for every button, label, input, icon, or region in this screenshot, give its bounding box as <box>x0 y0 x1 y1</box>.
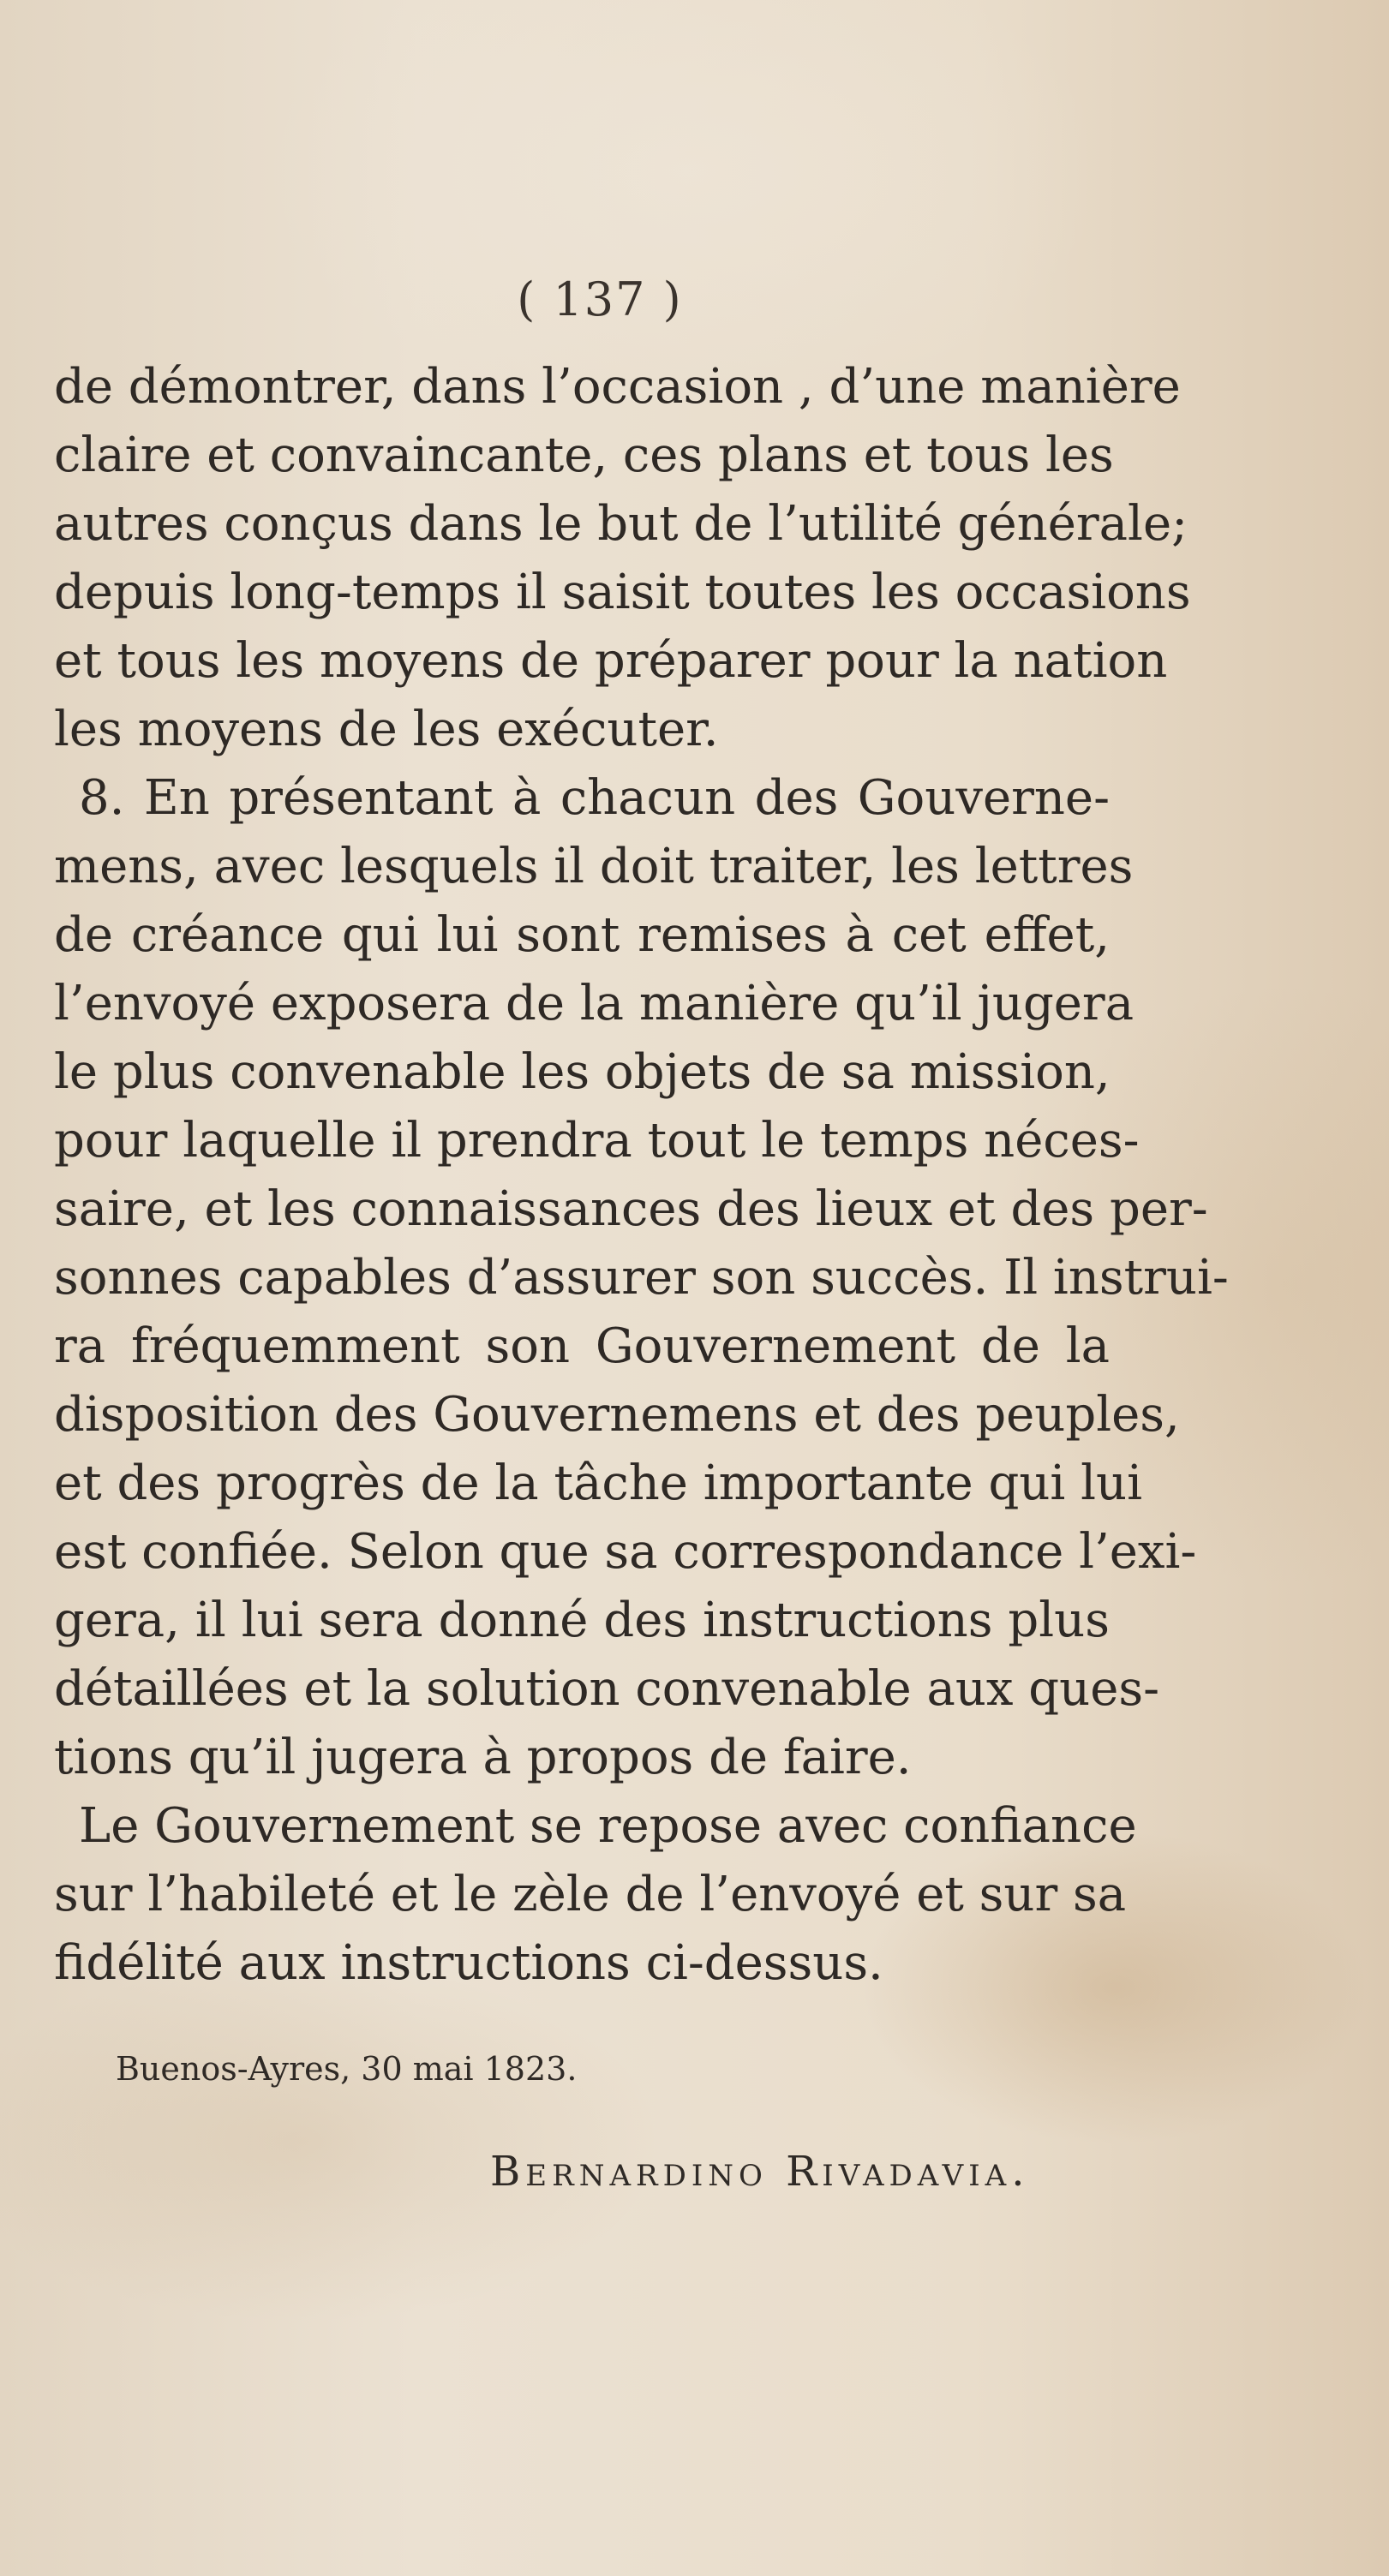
text-line: depuis long-temps il saisit toutes les occasions <box>54 565 1191 620</box>
text-line: claire et convaincante, ces plans et tous les <box>54 427 1114 483</box>
text-line: l’envoyé exposera de la manière qu’il jugera <box>54 976 1135 1031</box>
text-line: fidélité aux instructions ci-dessus. <box>54 1935 883 1991</box>
text-line: est confiée. Selon que sa correspondance l’exi- <box>54 1524 1197 1580</box>
text-line: détaillées et la solution convenable aux ques- <box>54 1661 1160 1717</box>
text-line: ra fréquemment son Gouvernement de la <box>54 1318 1110 1374</box>
text-line: de démontrer, dans l’occasion , d’une manière <box>54 359 1181 415</box>
text-line: et tous les moyens de préparer pour la nation <box>54 633 1168 689</box>
text-line: Le Gouvernement se repose avec confiance <box>79 1798 1137 1854</box>
text-line: de créance qui lui sont remises à cet effet, <box>54 907 1110 963</box>
text-line: et des progrès de la tâche importante qui lui <box>54 1455 1143 1511</box>
text-line: disposition des Gouvernemens et des peuples, <box>54 1387 1180 1443</box>
text-line: le plus convenable les objets de sa mission, <box>54 1044 1111 1100</box>
text-line: sonnes capables d’assurer son succès. Il instrui- <box>54 1250 1229 1306</box>
text-line: pour laquelle il prendra tout le temps néces- <box>54 1113 1140 1168</box>
page-number: ( 137 ) <box>517 272 683 326</box>
text-line: sur l’habileté et le zèle de l’envoyé et sur sa <box>54 1867 1127 1922</box>
dateline: Buenos-Ayres, 30 mai 1823. <box>116 2050 578 2088</box>
text-line: saire, et les connaissances des lieux et des per- <box>54 1181 1208 1237</box>
text-line: les moyens de les exécuter. <box>54 702 719 757</box>
text-line: mens, avec lesquels il doit traiter, les lettres <box>54 839 1134 894</box>
text-line: 8. En présentant à chacun des Gouverne- <box>79 770 1110 826</box>
text-line: tions qu’il jugera à propos de faire. <box>54 1730 912 1785</box>
text-line: autres conçus dans le but de l’utilité générale; <box>54 496 1188 552</box>
signature: Bernardino Rivadavia. <box>490 2148 1030 2196</box>
text-line: gera, il lui sera donné des instructions plus <box>54 1593 1110 1648</box>
